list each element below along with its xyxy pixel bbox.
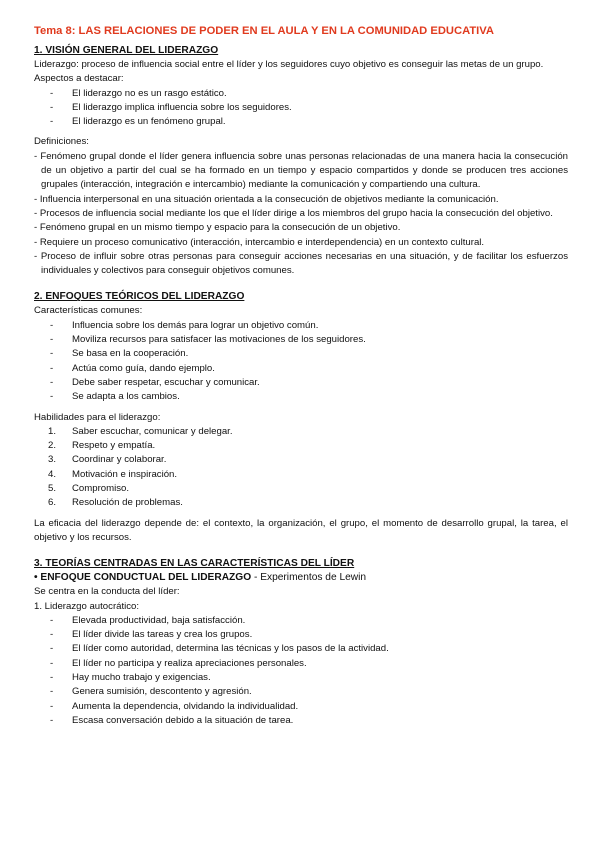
aspects-label: Aspectos a destacar: [34, 73, 124, 85]
section-1-heading: 1. VISIÓN GENERAL DEL LIDERAZGO [34, 45, 219, 56]
section-2-heading: 2. ENFOQUES TEÓRICOS DEL LIDERAZGO [34, 291, 245, 303]
list-item: - Procesos de influencia social mediante los que el líder dirige a los miembros del grupo hacia la consecución del objetivo. [34, 207, 553, 219]
list-item: - Actúa como guía, dando ejemplo. [50, 362, 215, 374]
list-item: 2. Respeto y empatía. [48, 440, 156, 452]
list-item: 5. Compromiso. [48, 483, 130, 495]
section-3-heading: 3. TEORÍAS CENTRADAS EN LAS CARACTERÍSTICAS DEL LÍDER [34, 558, 355, 570]
list-item: - Fenómeno grupal donde el líder genera influencia sobre unas personas relacionadas de una manera hacia la consecución de un objetivo a partir del cual se ha formado en un tiempo y espacio compartidos y donde se producen tres acciones grupales (interacción, integración e intercambio) mediante la comunicación y compartiendo una cultura. [34, 150, 568, 191]
definitions-list [34, 150, 568, 279]
autocratic-style-list [34, 614, 568, 728]
definitions-label: Definiciones: [34, 136, 89, 148]
list-item: - Fenómeno grupal en un mismo tiempo y espacio para la consecución de un objetivo. [34, 222, 401, 234]
list-item: - Escasa conversación debido a la situación de tarea. [50, 714, 294, 726]
list-item: - El líder no participa y realiza apreciaciones personales. [50, 657, 307, 669]
list-item: - El líder como autoridad, determina las técnicas y los pasos de la actividad. [50, 643, 389, 655]
behavioral-approach-heading: • ENFOQUE CONDUCTUAL DEL LIDERAZGO - Experimentos de Lewin [34, 572, 367, 584]
list-item: 4. Motivación e inspiración. [48, 468, 178, 480]
focus-line: Se centra en la conducta del líder: [34, 586, 180, 598]
common-characteristics-list [34, 319, 568, 405]
list-item: - Genera sumisión, descontento y agresión. [50, 686, 252, 698]
document-content [34, 24, 568, 728]
lewin-experiments-note: - Experimentos de Lewin [251, 572, 367, 584]
list-item: - Se basa en la cooperación. [50, 348, 189, 360]
list-item: - El liderazgo es un fenómeno grupal. [50, 116, 226, 128]
aspects-list [34, 87, 568, 130]
list-item: 6. Resolución de problemas. [48, 497, 183, 509]
list-item: - El liderazgo implica influencia sobre los seguidores. [50, 101, 292, 113]
list-item: - Aumenta la dependencia, olvidando la individualidad. [50, 700, 299, 712]
list-item: - Elevada productividad, baja satisfacción. [50, 614, 246, 626]
list-item: - El líder divide las tareas y crea los grupos. [50, 629, 253, 641]
efficacy-paragraph: La eficacia del liderazgo depende de: el contexto, la organización, el grupo, el momento de desarrollo grupal, la tarea, el objetivo y los recursos. [34, 517, 568, 543]
list-item: - Hay mucho trabajo y exigencias. [50, 671, 211, 683]
list-item: - Moviliza recursos para satisfacer las motivaciones de los seguidores. [50, 334, 366, 346]
list-item: - Influencia sobre los demás para lograr un objetivo común. [50, 319, 319, 331]
list-item: - Debe saber respetar, escuchar y comunicar. [50, 376, 260, 388]
skills-label: Habilidades para el liderazgo: [34, 411, 161, 423]
list-item: - El liderazgo no es un rasgo estático. [50, 87, 227, 99]
list-item: 1. Saber escuchar, comunicar y delegar. [48, 425, 233, 437]
document-title: Tema 8: LAS RELACIONES DE PODER EN EL AULA Y EN LA COMUNIDAD EDUCATIVA [34, 25, 494, 37]
common-characteristics-label: Características comunes: [34, 305, 143, 317]
list-item: - Requiere un proceso comunicativo (interacción, intercambio e interdependencia) en un contexto cultural. [34, 236, 485, 248]
skills-list [34, 425, 568, 511]
list-item: - Se adapta a los cambios. [50, 391, 180, 403]
leadership-definition: Liderazgo: proceso de influencia social entre el líder y los seguidores cuyo objetivo es conseguir las metas de un grupo. [34, 59, 544, 70]
list-item: - Influencia interpersonal en una situación orientada a la consecución de objetivos mediante la comunicación. [34, 193, 499, 205]
list-item: - Proceso de influir sobre otras personas para conseguir acciones necesarias en una situación, y de facilitar los esfuerzos individuales y colectivos para conseguir objetivos comunes. [34, 250, 568, 277]
autocratic-style-label: 1. Liderazgo autocrático: [34, 600, 140, 612]
list-item: 3. Coordinar y colaborar. [48, 454, 167, 466]
